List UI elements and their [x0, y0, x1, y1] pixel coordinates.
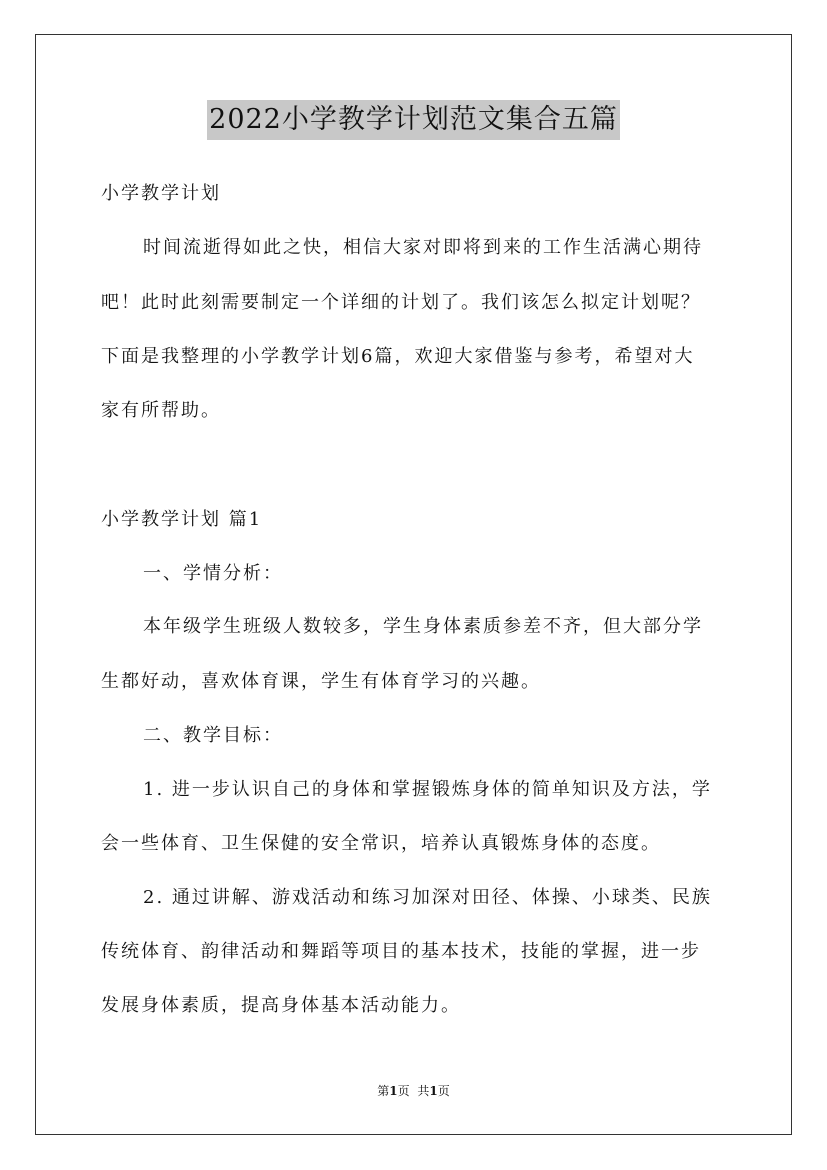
- part1-line-5: 1. 进一步认识自己的身体和掌握锻炼身体的简单知识及方法，学: [143, 779, 712, 800]
- page-footer: [0, 1083, 827, 1099]
- page-number: 1: [389, 1084, 398, 1098]
- intro-line-4: 家有所帮助。: [101, 400, 221, 421]
- total-prefix: 共: [417, 1084, 430, 1098]
- total-pages: 1: [429, 1084, 438, 1098]
- part1-line-6: 会一些体育、卫生保健的安全常识，培养认真锻炼身体的态度。: [101, 833, 661, 854]
- document-title: 2022小学教学计划范文集合五篇: [207, 100, 620, 140]
- part1-line-1: 一、学情分析：: [143, 563, 283, 584]
- part1-line-9: 发展身体素质，提高身体基本活动能力。: [101, 995, 461, 1016]
- part1-line-2: 本年级学生班级人数较多，学生身体素质参差不齐，但大部分学: [143, 616, 703, 637]
- title-container: [0, 100, 827, 140]
- part1-line-3: 生都好动，喜欢体育课，学生有体育学习的兴趣。: [101, 671, 541, 692]
- intro-line-3: 下面是我整理的小学教学计划6篇，欢迎大家借鉴与参考，希望对大: [101, 346, 695, 367]
- total-suffix: 页: [437, 1084, 450, 1098]
- intro-line-2: 吧！此时此刻需要制定一个详细的计划了。我们该怎么拟定计划呢？: [101, 292, 701, 313]
- part1-line-7: 2. 通过讲解、游戏活动和练习加深对田径、体操、小球类、民族: [143, 887, 712, 908]
- section-heading: 小学教学计划: [101, 183, 221, 204]
- part1-heading: 小学教学计划 篇1: [101, 509, 263, 530]
- part1-line-4: 二、教学目标：: [143, 725, 283, 746]
- page-prefix: 第: [377, 1084, 390, 1098]
- page-suffix: 页: [397, 1084, 410, 1098]
- part1-line-8: 传统体育、韵律活动和舞蹈等项目的基本技术，技能的掌握，进一步: [101, 941, 701, 962]
- intro-line-1: 时间流逝得如此之快，相信大家对即将到来的工作生活满心期待: [143, 237, 703, 258]
